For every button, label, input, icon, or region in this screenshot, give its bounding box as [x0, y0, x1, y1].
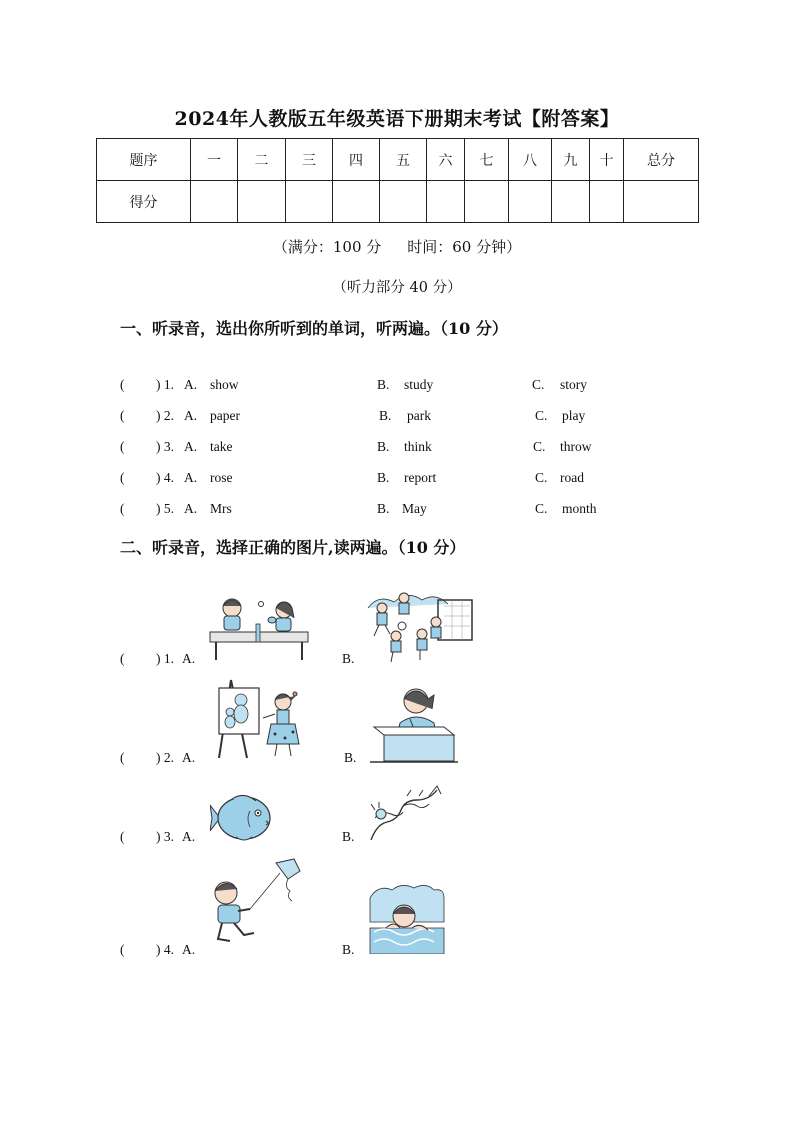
option-b-label: B. [342, 651, 355, 666]
option-a-label: A. [184, 470, 198, 485]
football-illustration[interactable] [364, 588, 476, 664]
question-number: ) 1. [156, 377, 174, 392]
header-cell: 总分 [624, 139, 699, 181]
answer-paren[interactable]: ( [120, 501, 125, 516]
exam-time: 时间：60 分钟） [407, 238, 522, 256]
answer-paren[interactable]: ( [120, 439, 125, 454]
header-cell: 一 [191, 139, 238, 181]
option-c: road [560, 470, 584, 485]
score-cell[interactable] [552, 181, 590, 223]
option-b-label: B. [342, 829, 355, 844]
section-1-heading: 一、听录音，选出你所听到的单词，听两遍。（10 分） [120, 319, 508, 338]
option-a-label: A. [184, 501, 198, 516]
score-label-cell: 得分 [97, 181, 191, 223]
option-a: paper [210, 408, 240, 423]
page-title: 2024年人教版五年级英语下册期末考试【附答案】 [174, 108, 620, 130]
answer-paren[interactable]: ( [120, 408, 125, 423]
option-a-label: A. [184, 439, 198, 454]
question-number: ) 4. [156, 942, 174, 957]
header-cell: 四 [333, 139, 380, 181]
header-cell: 九 [552, 139, 590, 181]
writing-illustration[interactable] [370, 683, 460, 763]
option-b-label: B. [377, 377, 390, 392]
score-cell[interactable] [191, 181, 238, 223]
header-cell: 题序 [97, 139, 191, 181]
option-b-label: B. [377, 470, 390, 485]
option-a: show [210, 377, 239, 392]
question-number: ) 2. [156, 408, 174, 423]
answer-paren[interactable]: ( [120, 377, 125, 392]
option-c: play [562, 408, 586, 423]
score-table-score-row [97, 181, 699, 223]
option-c: story [560, 377, 587, 392]
option-c-label: C. [533, 439, 546, 454]
dragon-illustration[interactable] [367, 784, 443, 842]
option-b: park [407, 408, 431, 423]
score-cell[interactable] [333, 181, 380, 223]
score-cell[interactable] [238, 181, 286, 223]
option-b-label: B. [379, 408, 392, 423]
answer-paren[interactable]: ( [120, 750, 125, 765]
answer-paren[interactable]: ( [120, 470, 125, 485]
ping-pong-illustration[interactable] [206, 596, 312, 664]
header-cell: 二 [238, 139, 286, 181]
exam-info [0, 236, 794, 257]
option-b: May [402, 501, 427, 516]
option-c-label: C. [532, 377, 545, 392]
option-a: Mrs [210, 501, 232, 516]
header-cell: 五 [380, 139, 427, 181]
option-a-label: A. [182, 942, 196, 957]
section-2-heading: 二、听录音，选择正确的图片,读两遍。（10 分） [120, 538, 466, 557]
header-cell: 七 [465, 139, 509, 181]
option-c-label: C. [535, 408, 548, 423]
question-number: ) 3. [156, 439, 174, 454]
option-c: throw [560, 439, 592, 454]
question-number: ) 4. [156, 470, 174, 485]
option-a: take [210, 439, 233, 454]
option-c-label: C. [535, 470, 548, 485]
option-a-label: A. [182, 750, 196, 765]
header-cell: 六 [427, 139, 465, 181]
option-b-label: B. [377, 501, 390, 516]
question-number: ) 5. [156, 501, 174, 516]
header-cell: 八 [509, 139, 552, 181]
option-c-label: C. [535, 501, 548, 516]
option-a-label: A. [184, 408, 198, 423]
painting-illustration[interactable] [213, 678, 305, 760]
header-cell: 三 [286, 139, 333, 181]
option-a: rose [210, 470, 233, 485]
answer-paren[interactable]: ( [120, 829, 125, 844]
option-b-label: B. [342, 942, 355, 957]
listening-part-label: （听力部分 40 分） [332, 280, 462, 296]
option-b-label: B. [344, 750, 357, 765]
option-a-label: A. [182, 651, 196, 666]
score-cell[interactable] [624, 181, 699, 223]
option-b: think [404, 439, 432, 454]
full-marks: （满分：100 分 [272, 238, 382, 256]
score-table-header-row [97, 139, 699, 181]
score-cell[interactable] [509, 181, 552, 223]
option-a-label: A. [182, 829, 196, 844]
option-b: report [404, 470, 437, 485]
score-cell[interactable] [590, 181, 624, 223]
answer-paren[interactable]: ( [120, 942, 125, 957]
option-c: month [562, 501, 597, 516]
question-number: ) 1. [156, 651, 174, 666]
score-table [96, 138, 699, 223]
score-cell[interactable] [465, 181, 509, 223]
question-number: ) 3. [156, 829, 174, 844]
kite-illustration[interactable] [210, 857, 302, 949]
score-cell[interactable] [380, 181, 427, 223]
option-b-label: B. [377, 439, 390, 454]
swimming-illustration[interactable] [368, 882, 446, 954]
fish-illustration[interactable] [210, 793, 276, 843]
option-a-label: A. [184, 377, 198, 392]
score-cell[interactable] [427, 181, 465, 223]
answer-paren[interactable]: ( [120, 651, 125, 666]
header-cell: 十 [590, 139, 624, 181]
option-b: study [404, 377, 434, 392]
score-cell[interactable] [286, 181, 333, 223]
question-number: ) 2. [156, 750, 174, 765]
